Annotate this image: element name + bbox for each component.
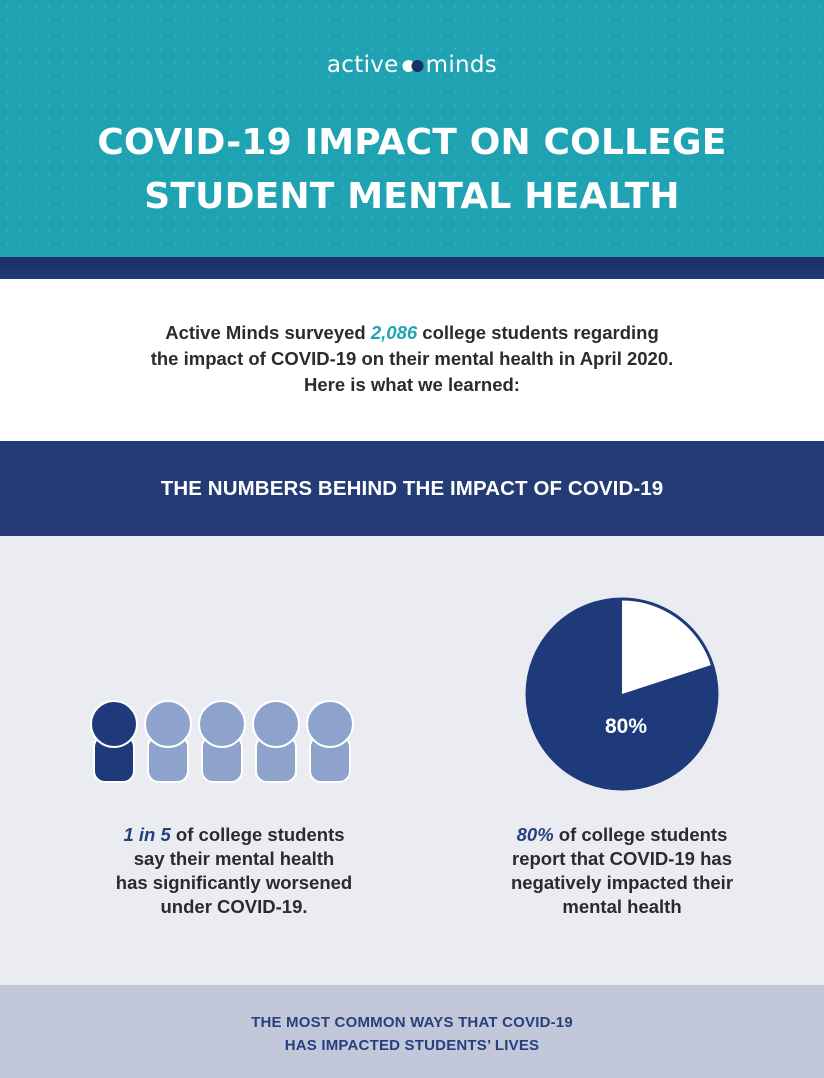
intro-survey-count: 2,086 — [370, 322, 418, 343]
stat-people-line-2: say their mental health — [133, 848, 335, 869]
intro-line-1 — [0, 320, 824, 346]
intro-line-3: Here is what we learned: — [304, 374, 520, 395]
stat-pie-highlight: 80% — [516, 824, 554, 845]
person-icon-highlighted — [91, 701, 137, 782]
stat-pie-text — [452, 823, 792, 919]
stat-people-line-3: has significantly worsened — [115, 872, 353, 893]
logo-word-minds: minds — [425, 52, 498, 78]
active-minds-logo — [0, 52, 824, 78]
page-title-line-1: COVID-19 IMPACT ON COLLEGE — [97, 122, 727, 163]
page-title — [0, 116, 824, 224]
stat-pie-line-4: mental health — [562, 896, 682, 917]
page-title-line-2: STUDENT MENTAL HEALTH — [144, 176, 680, 217]
bottom-heading — [0, 1011, 824, 1057]
person-icon — [253, 701, 299, 782]
people-icon-group — [90, 700, 358, 784]
pie-label: 80% — [604, 715, 648, 738]
stat-people-line-1 — [64, 823, 404, 847]
header-divider-band — [0, 257, 824, 279]
bottom-heading-line-1: THE MOST COMMON WAYS THAT COVID-19 — [251, 1014, 573, 1031]
stat-people-line-4: under COVID-19. — [160, 896, 308, 917]
stat-pie-line-1 — [452, 823, 792, 847]
intro-line-1-pre: Active Minds surveyed — [165, 322, 371, 343]
logo-dots-icon — [402, 59, 424, 73]
intro-line-2: the impact of COVID-19 on their mental health in April 2020. — [150, 348, 674, 369]
stat-people-line-1-post: of college students — [170, 824, 345, 845]
logo-word-active: active — [326, 52, 399, 78]
person-icon — [307, 701, 353, 782]
bottom-heading-line-2: HAS IMPACTED STUDENTS’ LIVES — [284, 1037, 540, 1054]
person-icon — [199, 701, 245, 782]
stat-people-highlight: 1 in 5 — [123, 824, 171, 845]
stat-pie-line-3: negatively impacted their — [510, 872, 734, 893]
stat-pie-line-2: report that COVID-19 has — [512, 848, 732, 869]
intro-line-1-post: college students regarding — [417, 322, 659, 343]
person-icon — [145, 701, 191, 782]
stat-people-text — [64, 823, 404, 919]
pie-chart — [524, 596, 720, 792]
intro-text — [0, 320, 824, 398]
stat-pie-line-1-post: of college students — [553, 824, 728, 845]
section-heading: THE NUMBERS BEHIND THE IMPACT OF COVID-19 — [0, 441, 824, 536]
header-banner — [0, 0, 824, 258]
